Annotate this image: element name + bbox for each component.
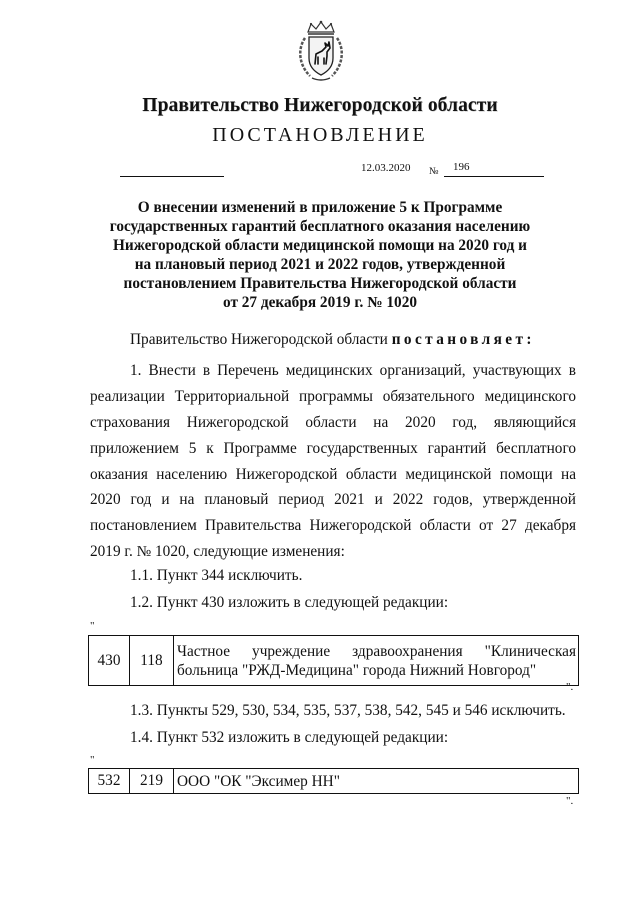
paragraph-line: 2019 г. № 1020, следующие изменения:: [90, 543, 345, 561]
paragraph-line: реализации Территориальной программы обязательного медицинского: [90, 387, 576, 405]
title-line: О внесении изменений в приложение 5 к Программе: [137, 199, 503, 216]
item-1-1: 1.1. Пункт 344 исключить.: [130, 567, 303, 584]
intro-emphasis: постановляет:: [391, 331, 535, 348]
document-number: 196: [453, 161, 470, 173]
title-line: государственных гарантий бесплатного оказания населению: [109, 218, 531, 235]
row-number-cell: 430: [89, 636, 130, 686]
item-1-4: 1.4. Пункт 532 изложить в следующей редакции:: [130, 729, 449, 746]
title-line: от 27 декабря 2019 г. № 1020: [223, 294, 417, 311]
closing-quote: ".: [566, 795, 574, 807]
coat-of-arms-icon: [296, 20, 346, 82]
item-1-2: 1.2. Пункт 430 изложить в следующей редакции:: [130, 594, 449, 611]
organization-name-line: Частное учреждение здравоохранения "Клиническая: [177, 642, 576, 660]
opening-quote: ": [90, 754, 95, 766]
date-line: [120, 176, 224, 177]
document-title: [100, 198, 540, 312]
number-sign: №: [429, 166, 439, 177]
row-code-cell: 118: [130, 636, 174, 686]
government-name: Правительство Нижегородской области: [142, 95, 498, 116]
table-row: [89, 769, 579, 794]
intro-text: Правительство Нижегородской области: [130, 331, 388, 348]
paragraph-line: 1. Внести в Перечень медицинских организаций, участвующих в: [130, 362, 576, 379]
paragraph-line: приложением 5 к Программе государственных гарантий бесплатного: [90, 439, 576, 457]
title-line: Нижегородской области медицинской помощи на 2020 год и: [113, 237, 527, 254]
intro-sentence: [130, 331, 535, 349]
table-item-532: [88, 768, 579, 794]
organization-name-cell: ООО "ОК "Эксимер НН": [174, 769, 579, 794]
paragraph-line: 2020 год и на плановый период 2021 и 2022 годов, утвержденной: [90, 491, 576, 509]
number-line: [444, 176, 544, 177]
document-date: 12.03.2020: [361, 162, 411, 174]
paragraph-line: постановлением Правительства Нижегородской области от 27 декабря: [90, 517, 576, 535]
paragraph-1: [90, 358, 576, 565]
paragraph-line: оказания населению Нижегородской области медицинской помощи на: [90, 465, 576, 483]
table-item-430: [88, 635, 579, 686]
opening-quote: ": [90, 620, 95, 632]
organization-name-cell: [174, 636, 579, 686]
title-line: на плановый период 2021 и 2022 годов, утвержденной: [134, 256, 506, 273]
title-line: постановлением Правительства Нижегородской области: [123, 275, 517, 292]
closing-quote: ".: [566, 681, 574, 693]
document-type: ПОСТАНОВЛЕНИЕ: [212, 124, 428, 146]
item-1-3: 1.3. Пункты 529, 530, 534, 535, 537, 538, 542, 545 и 546 исключить.: [130, 702, 566, 719]
organization-name-line: больница "РЖД-Медицина" города Нижний Новгород": [177, 661, 537, 679]
table-row: [89, 636, 579, 686]
paragraph-line: страхования Нижегородской области на 2020 год, являющийся: [90, 413, 576, 431]
row-number-cell: 532: [89, 769, 130, 794]
row-code-cell: 219: [130, 769, 174, 794]
